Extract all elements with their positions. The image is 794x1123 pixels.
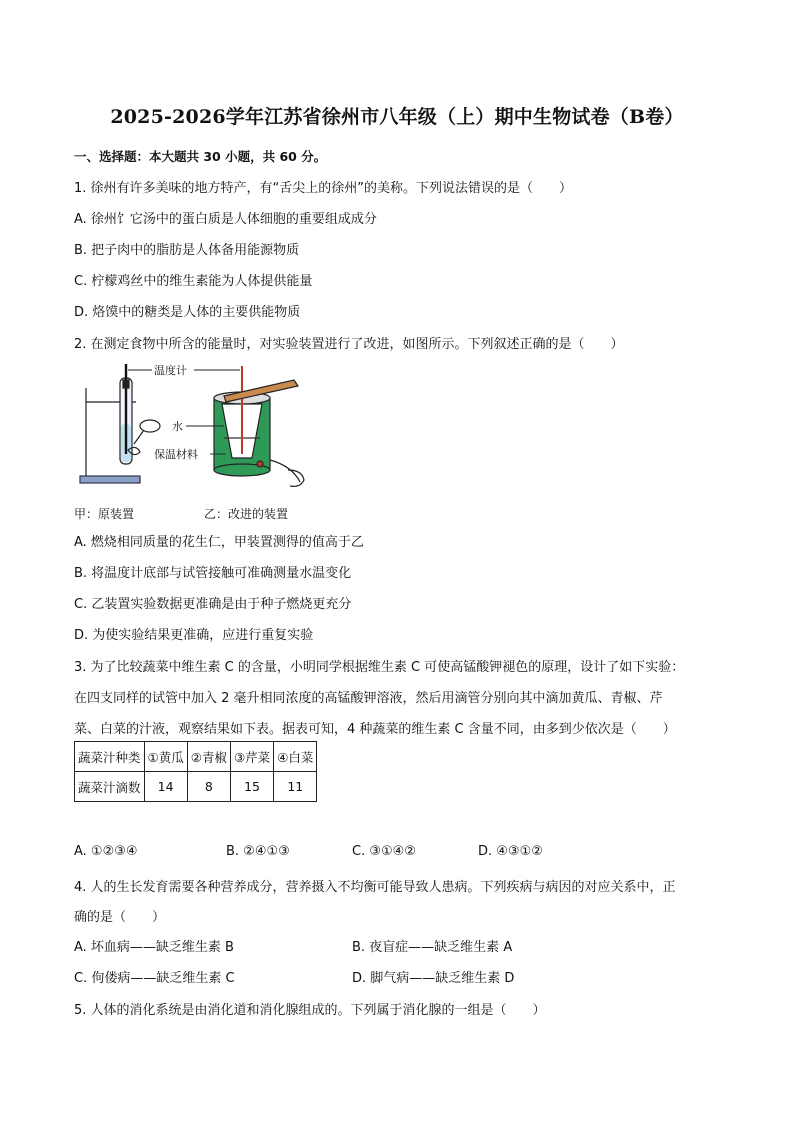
question-3-stem-line-1: 3. 为了比较蔬菜中维生素 C 的含量，小明同学根据维生素 C 可使高锰酸钾褪色的原理，设计了如下实验： bbox=[74, 660, 685, 675]
table-cell: ③芹菜 bbox=[230, 742, 273, 772]
exam-title: 2025-2026学年江苏省徐州市八年级（上）期中生物试卷（B卷） bbox=[110, 106, 684, 128]
table-cell: 14 bbox=[144, 772, 187, 802]
question-1-option-c: C. 柠檬鸡丝中的维生素能为人体提供能量 bbox=[74, 274, 313, 289]
question-1-option-b: B. 把子肉中的脂肪是人体备用能源物质 bbox=[74, 243, 300, 258]
question-3-option-a: A. ①②③④ bbox=[74, 844, 138, 859]
question-3-option-b: B. ②④①③ bbox=[226, 844, 290, 859]
question-2-option-b: B. 将温度计底部与试管接触可准确测量水温变化 bbox=[74, 566, 352, 581]
question-4-option-a: A. 坏血病——缺乏维生素 B bbox=[74, 940, 234, 955]
question-2-option-c: C. 乙装置实验数据更准确是由于种子燃烧更充分 bbox=[74, 597, 352, 612]
question-5-stem: 5. 人体的消化系统是由消化道和消化腺组成的。下列属于消化腺的一组是（ ） bbox=[74, 1003, 546, 1018]
question-2-option-a: A. 燃烧相同质量的花生仁，甲装置测得的值高于乙 bbox=[74, 535, 364, 550]
question-1-option-d: D. 烙馍中的糖类是人体的主要供能物质 bbox=[74, 305, 301, 320]
table-cell: ①黄瓜 bbox=[144, 742, 187, 772]
figure-caption-original: 甲：原装置 bbox=[74, 507, 135, 521]
question-4-stem-line-2: 确的是（ ） bbox=[74, 910, 166, 925]
question-4-stem-line-1: 4. 人的生长发育需要各种营养成分，营养摄入不均衡可能导致人患病。下列疾病与病因的对应关系中，正 bbox=[74, 880, 676, 895]
table-row bbox=[75, 772, 317, 802]
table-cell: 蔬菜汁滴数 bbox=[75, 772, 145, 802]
question-4-option-d: D. 脚气病——缺乏维生素 D bbox=[352, 971, 515, 986]
question-4-option-b: B. 夜盲症——缺乏维生素 A bbox=[352, 940, 513, 955]
experiment-apparatus-figure bbox=[74, 358, 314, 498]
table-row bbox=[75, 742, 317, 772]
question-4-option-c: C. 佝偻病——缺乏维生素 C bbox=[74, 971, 235, 986]
question-3-stem-line-3: 菜、白菜的汁液，观察结果如下表。据表可知，4 种蔬菜的维生素 C 含量不同，由多到少依次是（ ） bbox=[74, 722, 676, 737]
question-3-stem-line-2: 在四支同样的试管中加入 2 毫升相同浓度的高锰酸钾溶液，然后用滴管分别向其中滴加黄瓜、青椒、芹 bbox=[74, 691, 663, 706]
vegetable-juice-table bbox=[74, 741, 317, 802]
section-heading: 一、选择题：本大题共 30 小题，共 60 分。 bbox=[74, 149, 327, 164]
table-cell: 8 bbox=[187, 772, 230, 802]
insulation-label: 保温材料 bbox=[154, 448, 198, 461]
original-apparatus-drawing bbox=[80, 364, 160, 483]
table-cell: 11 bbox=[274, 772, 317, 802]
improved-apparatus-drawing bbox=[214, 366, 304, 486]
table-cell: 15 bbox=[230, 772, 273, 802]
table-cell: 蔬菜汁种类 bbox=[75, 742, 145, 772]
question-3-option-c: C. ③①④② bbox=[352, 844, 416, 859]
question-3-option-d: D. ④③①② bbox=[478, 844, 543, 859]
question-1-stem: 1. 徐州有许多美味的地方特产，有“舌尖上的徐州”的美称。下列说法错误的是（ ） bbox=[74, 181, 573, 196]
water-label: 水 bbox=[172, 420, 183, 433]
question-2-stem: 2. 在测定食物中所含的能量时，对实验装置进行了改进，如图所示。下列叙述正确的是（ ） bbox=[74, 337, 624, 352]
table-cell: ④白菜 bbox=[274, 742, 317, 772]
table-cell: ②青椒 bbox=[187, 742, 230, 772]
thermometer-label: 温度计 bbox=[154, 364, 187, 377]
question-1-option-a: A. 徐州饣它汤中的蛋白质是人体细胞的重要组成成分 bbox=[74, 212, 377, 227]
figure-caption-improved: 乙：改进的装置 bbox=[204, 507, 289, 521]
question-2-option-d: D. 为使实验结果更准确，应进行重复实验 bbox=[74, 628, 314, 643]
